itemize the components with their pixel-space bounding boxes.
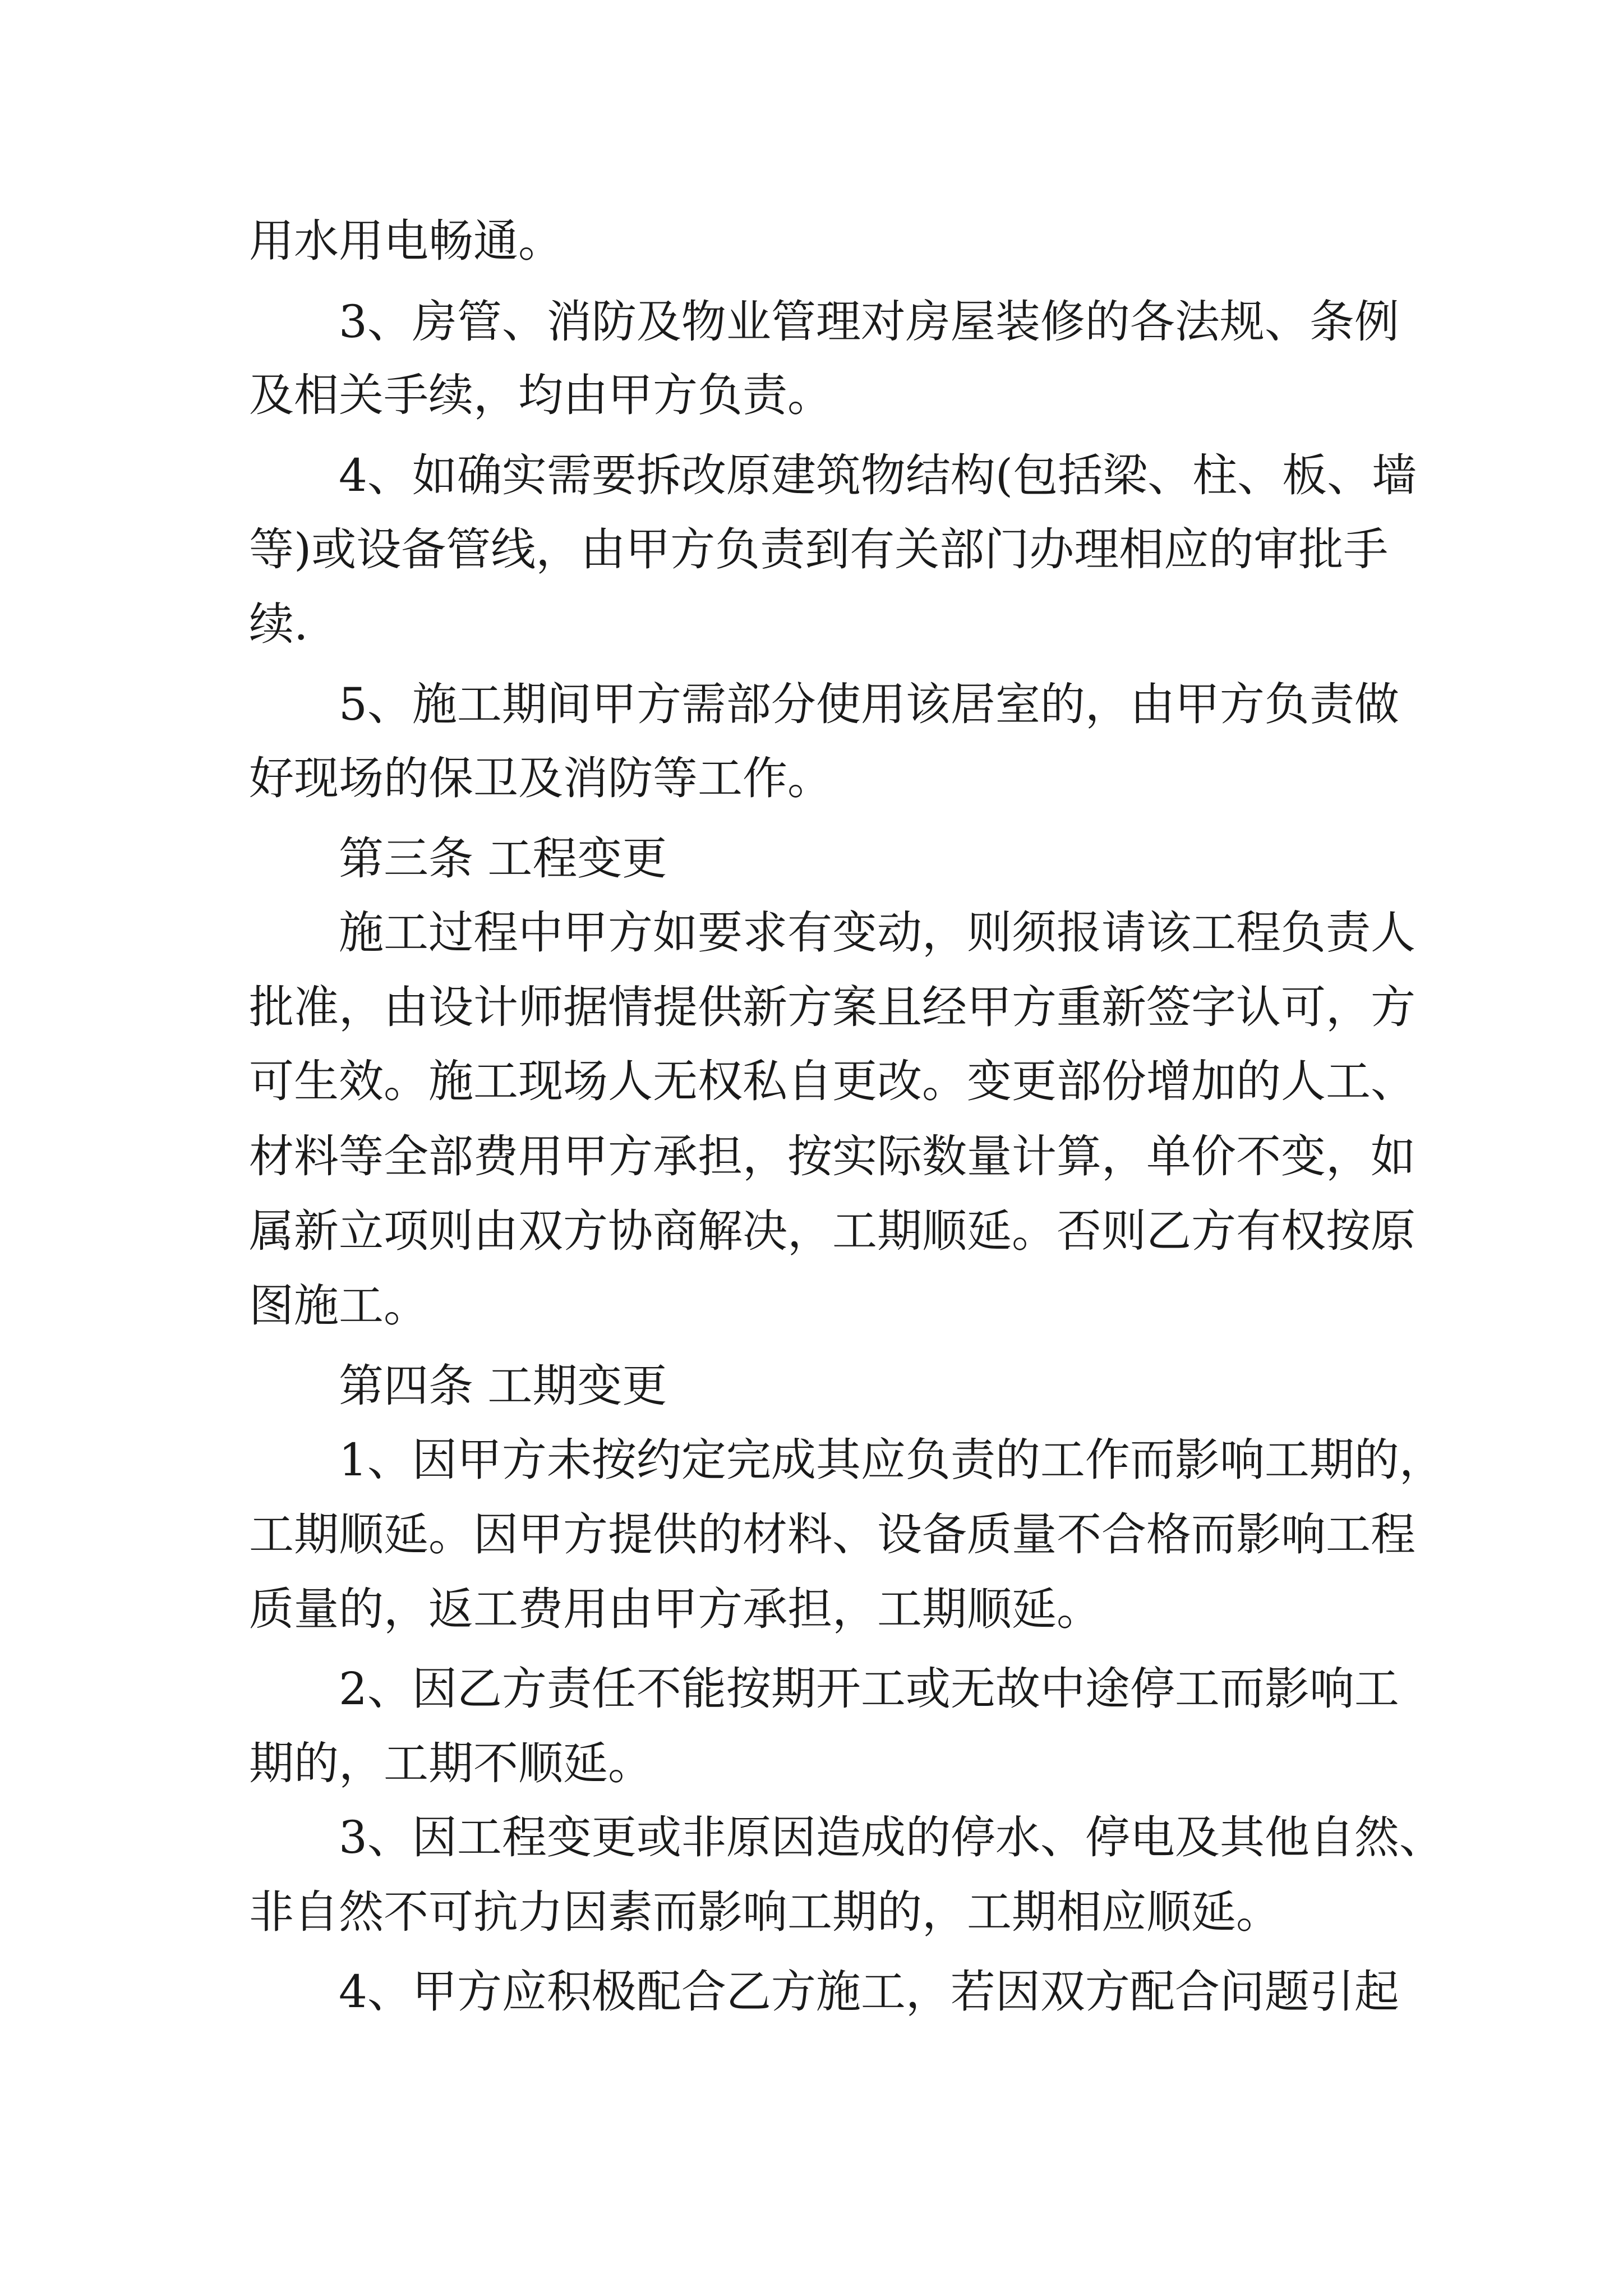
- text-line: 1、因甲方未按约定完成其应负责的工作而影响工期的，: [339, 1434, 1444, 1486]
- text-line: 图施工。: [249, 1280, 428, 1332]
- text-line: 3、因工程变更或非原因造成的停水、停电及其他自然、: [339, 1811, 1444, 1864]
- text-line: 属新立项则由双方协商解决，工期顺延。否则乙方有权按原: [249, 1205, 1415, 1257]
- text-line: 2、因乙方责任不能按期开工或无故中途停工而影响工: [339, 1663, 1399, 1715]
- text-line: 质量的，返工费用由甲方承担，工期顺延。: [249, 1583, 1101, 1635]
- text-line: 续.: [249, 598, 308, 650]
- text-line: 可生效。施工现场人无权私自更改。变更部份增加的人工、: [249, 1055, 1415, 1107]
- text-line: 好现场的保卫及消防等工作。: [249, 752, 832, 804]
- text-line: 非自然不可抗力因素而影响工期的，工期相应顺延。: [249, 1886, 1281, 1938]
- text-line: 等)或设备管线，由甲方负责到有关部门办理相应的审批手: [249, 523, 1389, 576]
- text-line: 批准，由设计师据情提供新方案且经甲方重新签字认可，方: [249, 981, 1415, 1033]
- section-heading: 第四条 工期变更: [339, 1360, 667, 1412]
- section-heading: 第三条 工程变更: [339, 832, 667, 885]
- text-line: 工期顺延。因甲方提供的材料、设备质量不合格而影响工程: [249, 1508, 1415, 1561]
- text-line: 5、施工期间甲方需部分使用该居室的，由甲方负责做: [339, 678, 1399, 730]
- text-line: 施工过程中甲方如要求有变动，则须报请该工程负责人: [339, 907, 1415, 959]
- text-line: 材料等全部费用甲方承担，按实际数量计算，单价不变，如: [249, 1130, 1415, 1182]
- text-line: 4、甲方应积极配合乙方施工，若因双方配合问题引起: [339, 1966, 1399, 2018]
- text-line: 及相关手续，均由甲方负责。: [249, 369, 832, 421]
- text-line: 用水用电畅通。: [249, 215, 563, 267]
- text-line: 4、如确实需要拆改原建筑物结构(包括梁、柱、板、墙: [339, 449, 1417, 501]
- text-line: 期的，工期不顺延。: [249, 1737, 653, 1789]
- text-line: 3、房管、消防及物业管理对房屋装修的各法规、条例: [339, 296, 1399, 348]
